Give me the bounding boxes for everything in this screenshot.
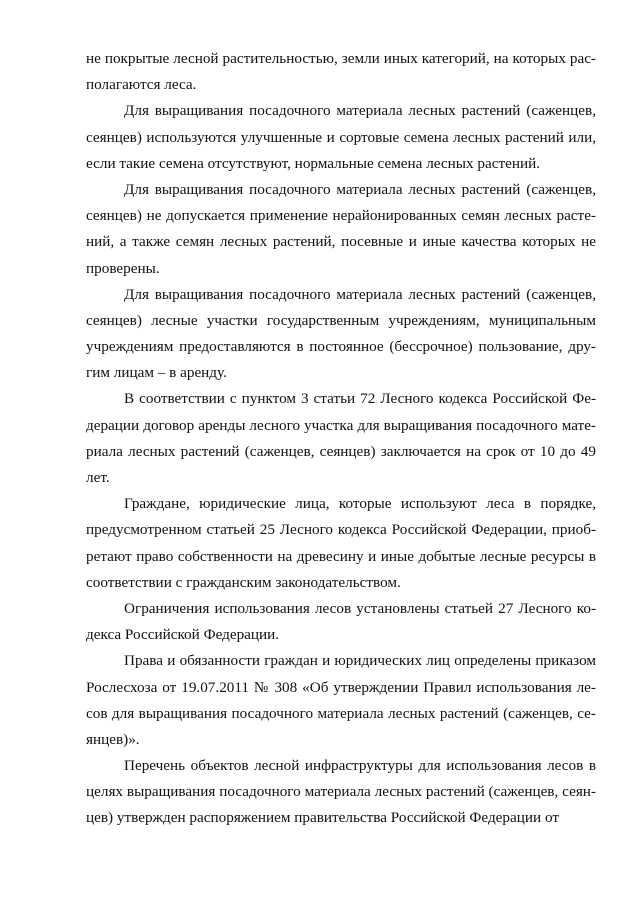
- paragraph: [86, 177, 596, 282]
- text-line: если такие семена отсутствуют, нормальные семена лесных растений.: [86, 154, 541, 172]
- text-line: целях выращивания посадочного материала лесных растений (саженцев, сеян-: [86, 783, 596, 801]
- text-line: Граждане, юридические лица, которые используют леса в порядке,: [124, 495, 596, 513]
- text-line: лет.: [86, 469, 110, 486]
- text-line: полагаются леса.: [86, 76, 197, 94]
- paragraph: [86, 98, 596, 177]
- text-line: ретают право собственности на древесину и иные добытые лесные ресурсы в: [86, 547, 596, 565]
- text-line: риала лесных растений (саженцев, сеянцев) заключается на срок от 10 до 49: [86, 442, 596, 460]
- text-line: сеянцев) лесные участки государственным учреждениям, муниципальным: [86, 311, 596, 329]
- text-line: сеянцев) используются улучшенные и сортовые семена лесных растений или,: [86, 128, 596, 146]
- text-line: сов для выращивания посадочного материала лесных растений (саженцев, се-: [86, 704, 596, 722]
- text-line: В соответствии с пунктом 3 статьи 72 Лесного кодекса Российской Фе-: [124, 390, 596, 408]
- text-line: Перечень объектов лесной инфраструктуры для использования лесов в: [124, 757, 596, 775]
- text-line: сеянцев) не допускается применение нерайонированных семян лесных расте-: [86, 207, 596, 225]
- text-line: декса Российской Федерации.: [86, 626, 280, 644]
- paragraph: [86, 282, 596, 387]
- paragraph: [86, 46, 596, 98]
- text-line: дерации договор аренды лесного участка для выращивания посадочного мате-: [86, 416, 596, 434]
- text-line: ний, а также семян лесных растений, посевные и иные качества которых не: [86, 233, 596, 251]
- text-line: янцев)».: [86, 730, 140, 748]
- text-line: Для выращивания посадочного материала лесных растений (саженцев,: [124, 180, 596, 198]
- text-line: Для выращивания посадочного материала лесных растений (саженцев,: [124, 102, 596, 120]
- text-line: Ограничения использования лесов установлены статьей 27 Лесного ко-: [124, 599, 596, 617]
- paragraph: [86, 386, 596, 491]
- text-line: Для выращивания посадочного материала лесных растений (саженцев,: [124, 285, 596, 303]
- paragraph: [86, 648, 596, 753]
- text-line: гим лицам – в аренду.: [86, 364, 227, 382]
- paragraph: [86, 491, 596, 596]
- text-line: предусмотренном статьей 25 Лесного кодекса Российской Федерации, приоб-: [86, 521, 596, 539]
- text-line: не покрытые лесной растительностью, земли иных категорий, на которых рас-: [86, 50, 596, 67]
- paragraph: [86, 753, 596, 832]
- text-line: цев) утвержден распоряжением правительства Российской Федерации от: [86, 809, 559, 827]
- paragraph: [86, 596, 596, 648]
- text-line: проверены.: [86, 259, 160, 277]
- text-line: Права и обязанности граждан и юридических лиц определены приказом: [124, 652, 596, 670]
- text-line: соответствии с гражданским законодательством.: [86, 573, 401, 591]
- text-line: Рослесхоза от 19.07.2011 № 308 «Об утверждении Правил использования ле-: [86, 678, 596, 696]
- document-body: [86, 46, 596, 832]
- text-line: учреждениям предоставляются в постоянное (бессрочное) пользование, дру-: [86, 338, 596, 356]
